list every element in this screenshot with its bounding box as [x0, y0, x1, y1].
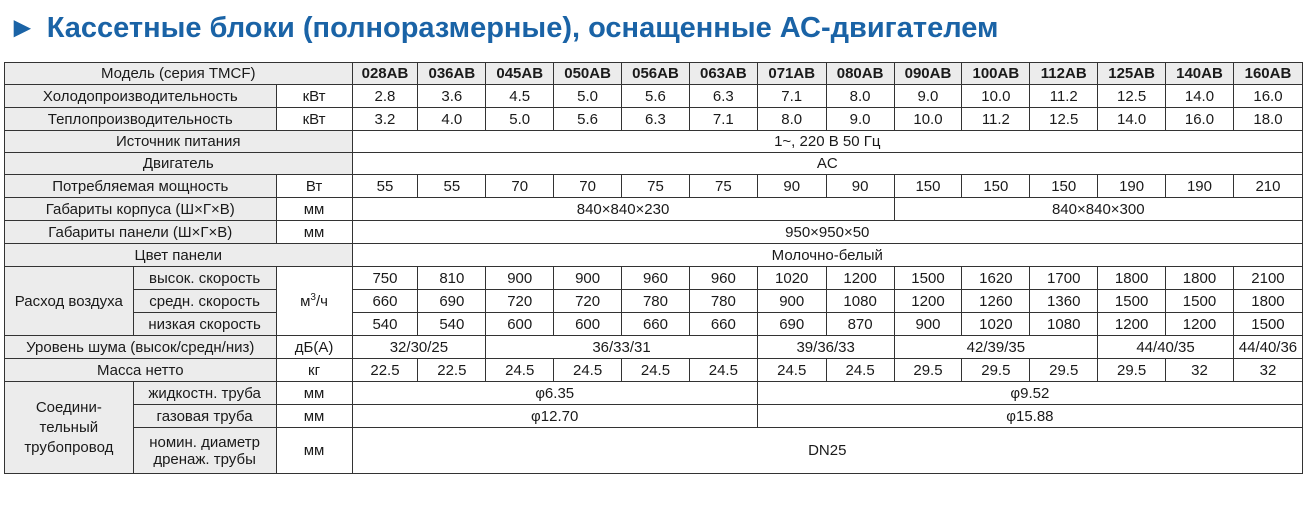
heating-value: 6.3 [622, 108, 690, 131]
net-weight-row [5, 359, 1303, 382]
model-cell: 045AB [486, 63, 554, 85]
cooling-value: 14.0 [1166, 85, 1234, 108]
heating-value: 14.0 [1098, 108, 1166, 131]
body-dims-value-b: 840×840×300 [894, 198, 1302, 221]
net-weight-value: 24.5 [486, 359, 554, 382]
piping-liquid-value-b: φ9.52 [757, 382, 1302, 405]
piping-drain-row [5, 428, 1303, 474]
net-weight-value: 32 [1166, 359, 1234, 382]
heating-value: 7.1 [689, 108, 757, 131]
airflow-unit-sup: 3 [310, 292, 316, 303]
panel-dims-row [5, 221, 1303, 244]
airflow-high-value: 1800 [1098, 267, 1166, 290]
cooling-value: 3.6 [418, 85, 486, 108]
panel-dims-value: 950×950×50 [352, 221, 1302, 244]
airflow-low-value: 1080 [1030, 313, 1098, 336]
motor-label: Двигатель [5, 153, 353, 175]
net-weight-value: 22.5 [418, 359, 486, 382]
heating-value: 4.0 [418, 108, 486, 131]
airflow-high-value: 1500 [894, 267, 962, 290]
heating-value: 16.0 [1166, 108, 1234, 131]
airflow-high-value: 750 [352, 267, 418, 290]
airflow-low-label: низкая скорость [133, 313, 276, 336]
net-weight-value: 32 [1233, 359, 1302, 382]
airflow-low-value: 870 [826, 313, 894, 336]
piping-liquid-value-a: φ6.35 [352, 382, 757, 405]
airflow-high-value: 900 [486, 267, 554, 290]
net-weight-value: 29.5 [1030, 359, 1098, 382]
power-input-row [5, 175, 1303, 198]
cooling-row [5, 85, 1303, 108]
model-cell: 028AB [352, 63, 418, 85]
net-weight-value: 24.5 [689, 359, 757, 382]
arrow-icon: ► [8, 12, 37, 44]
airflow-low-value: 1020 [962, 313, 1030, 336]
noise-group: 42/39/35 [894, 336, 1098, 359]
airflow-mid-value: 1500 [1166, 290, 1234, 313]
airflow-high-value: 2100 [1233, 267, 1302, 290]
airflow-high-value: 1800 [1166, 267, 1234, 290]
airflow-mid-value: 1800 [1233, 290, 1302, 313]
piping-drain-unit: мм [276, 428, 352, 474]
heating-value: 5.0 [486, 108, 554, 131]
power-input-value: 190 [1098, 175, 1166, 198]
heating-value: 18.0 [1233, 108, 1302, 131]
heating-value: 3.2 [352, 108, 418, 131]
noise-row [5, 336, 1303, 359]
airflow-low-value: 660 [622, 313, 690, 336]
model-cell: 125AB [1098, 63, 1166, 85]
piping-liquid-row [5, 382, 1303, 405]
cooling-value: 16.0 [1233, 85, 1302, 108]
net-weight-value: 24.5 [554, 359, 622, 382]
motor-value: AC [352, 153, 1302, 175]
airflow-low-value: 660 [689, 313, 757, 336]
heating-value: 8.0 [757, 108, 826, 131]
cooling-value: 9.0 [894, 85, 962, 108]
model-cell: 071AB [757, 63, 826, 85]
heating-value: 5.6 [554, 108, 622, 131]
model-cell: 050AB [554, 63, 622, 85]
heating-label: Теплопроизводительность [5, 108, 277, 131]
panel-dims-unit: мм [276, 221, 352, 244]
airflow-high-value: 960 [689, 267, 757, 290]
page-title-text: Кассетные блоки (полноразмерные), оснащенные АС-двигателем [46, 12, 999, 44]
cooling-value: 2.8 [352, 85, 418, 108]
body-dims-value-a: 840×840×230 [352, 198, 894, 221]
cooling-label: Холодопроизводительность [5, 85, 277, 108]
heating-value: 9.0 [826, 108, 894, 131]
model-cell: 063AB [689, 63, 757, 85]
airflow-low-value: 540 [418, 313, 486, 336]
panel-dims-label: Габариты панели (Ш×Г×В) [5, 221, 277, 244]
model-cell: 100AB [962, 63, 1030, 85]
airflow-low-value: 540 [352, 313, 418, 336]
airflow-mid-value: 720 [486, 290, 554, 313]
net-weight-value: 24.5 [826, 359, 894, 382]
cooling-value: 4.5 [486, 85, 554, 108]
piping-gas-label: газовая труба [133, 405, 276, 428]
airflow-low-value: 1200 [1098, 313, 1166, 336]
cooling-value: 5.6 [622, 85, 690, 108]
cooling-unit: кВт [276, 85, 352, 108]
piping-label: Соедини- тельный трубопровод [5, 382, 134, 474]
net-weight-value: 22.5 [352, 359, 418, 382]
power-input-label: Потребляемая мощность [5, 175, 277, 198]
noise-unit: дБ(А) [276, 336, 352, 359]
cooling-value: 10.0 [962, 85, 1030, 108]
power-input-value: 90 [757, 175, 826, 198]
noise-group: 44/40/35 [1098, 336, 1234, 359]
power-input-value: 55 [352, 175, 418, 198]
airflow-mid-value: 690 [418, 290, 486, 313]
piping-gas-unit: мм [276, 405, 352, 428]
model-cell: 036AB [418, 63, 486, 85]
net-weight-value: 29.5 [1098, 359, 1166, 382]
airflow-low-value: 1500 [1233, 313, 1302, 336]
model-cell: 080AB [826, 63, 894, 85]
heating-row [5, 108, 1303, 131]
airflow-unit [276, 267, 352, 336]
body-dims-unit: мм [276, 198, 352, 221]
airflow-mid-value: 1080 [826, 290, 894, 313]
body-dims-row [5, 198, 1303, 221]
airflow-low-value: 600 [486, 313, 554, 336]
model-cell: 160AB [1233, 63, 1302, 85]
piping-gas-value-a: φ12.70 [352, 405, 757, 428]
airflow-mid-value: 1200 [894, 290, 962, 313]
power-input-value: 75 [689, 175, 757, 198]
piping-drain-value: DN25 [352, 428, 1302, 474]
net-weight-value: 24.5 [622, 359, 690, 382]
power-input-unit: Вт [276, 175, 352, 198]
power-input-value: 75 [622, 175, 690, 198]
airflow-high-value: 1020 [757, 267, 826, 290]
airflow-unit-base: м [300, 293, 311, 310]
net-weight-value: 29.5 [962, 359, 1030, 382]
airflow-high-value: 960 [622, 267, 690, 290]
power-supply-label: Источник питания [5, 131, 353, 153]
page-title [8, 5, 998, 51]
airflow-low-value: 1200 [1166, 313, 1234, 336]
power-input-value: 150 [1030, 175, 1098, 198]
panel-color-label: Цвет панели [5, 244, 353, 267]
piping-drain-label: номин. диаметр дренаж. трубы [133, 428, 276, 474]
piping-liquid-unit: мм [276, 382, 352, 405]
airflow-mid-value: 660 [352, 290, 418, 313]
cooling-value: 12.5 [1098, 85, 1166, 108]
spec-table [4, 62, 1303, 474]
airflow-mid-value: 720 [554, 290, 622, 313]
noise-group: 32/30/25 [352, 336, 486, 359]
piping-gas-row [5, 405, 1303, 428]
airflow-high-value: 900 [554, 267, 622, 290]
model-cell: 112AB [1030, 63, 1098, 85]
power-input-value: 90 [826, 175, 894, 198]
model-cell: 056AB [622, 63, 690, 85]
noise-group: 39/36/33 [757, 336, 894, 359]
airflow-mid-label: средн. скорость [133, 290, 276, 313]
heating-value: 11.2 [962, 108, 1030, 131]
airflow-mid-row [5, 290, 1303, 313]
header-row [5, 63, 1303, 85]
heating-value: 12.5 [1030, 108, 1098, 131]
piping-liquid-label: жидкостн. труба [133, 382, 276, 405]
net-weight-value: 29.5 [894, 359, 962, 382]
airflow-mid-value: 1500 [1098, 290, 1166, 313]
airflow-mid-value: 900 [757, 290, 826, 313]
model-cell: 140AB [1166, 63, 1234, 85]
cooling-value: 5.0 [554, 85, 622, 108]
airflow-high-row [5, 267, 1303, 290]
power-supply-row [5, 131, 1303, 153]
airflow-mid-value: 1260 [962, 290, 1030, 313]
noise-group: 36/33/31 [486, 336, 758, 359]
power-input-value: 70 [486, 175, 554, 198]
airflow-label: Расход воздуха [5, 267, 134, 336]
airflow-mid-value: 780 [622, 290, 690, 313]
airflow-high-label: высок. скорость [133, 267, 276, 290]
power-input-value: 150 [962, 175, 1030, 198]
airflow-low-value: 600 [554, 313, 622, 336]
model-cell: 090AB [894, 63, 962, 85]
panel-color-value: Молочно-белый [352, 244, 1302, 267]
airflow-high-value: 1700 [1030, 267, 1098, 290]
cooling-value: 8.0 [826, 85, 894, 108]
panel-color-row [5, 244, 1303, 267]
net-weight-unit: кг [276, 359, 352, 382]
heating-value: 10.0 [894, 108, 962, 131]
airflow-mid-value: 780 [689, 290, 757, 313]
motor-row [5, 153, 1303, 175]
model-label: Модель (серия TMCF) [5, 63, 353, 85]
airflow-unit-tail: /ч [315, 293, 328, 310]
airflow-high-value: 810 [418, 267, 486, 290]
airflow-high-value: 1200 [826, 267, 894, 290]
power-input-value: 210 [1233, 175, 1302, 198]
power-supply-value: 1~, 220 В 50 Гц [352, 131, 1302, 153]
body-dims-label: Габариты корпуса (Ш×Г×В) [5, 198, 277, 221]
heating-unit: кВт [276, 108, 352, 131]
noise-group: 44/40/36 [1233, 336, 1302, 359]
airflow-low-row [5, 313, 1303, 336]
power-input-value: 55 [418, 175, 486, 198]
piping-gas-value-b: φ15.88 [757, 405, 1302, 428]
net-weight-label: Масса нетто [5, 359, 277, 382]
airflow-high-value: 1620 [962, 267, 1030, 290]
net-weight-value: 24.5 [757, 359, 826, 382]
cooling-value: 11.2 [1030, 85, 1098, 108]
power-input-value: 190 [1166, 175, 1234, 198]
airflow-mid-value: 1360 [1030, 290, 1098, 313]
airflow-low-value: 690 [757, 313, 826, 336]
cooling-value: 6.3 [689, 85, 757, 108]
airflow-low-value: 900 [894, 313, 962, 336]
noise-label: Уровень шума (высок/средн/низ) [5, 336, 277, 359]
cooling-value: 7.1 [757, 85, 826, 108]
power-input-value: 150 [894, 175, 962, 198]
power-input-value: 70 [554, 175, 622, 198]
